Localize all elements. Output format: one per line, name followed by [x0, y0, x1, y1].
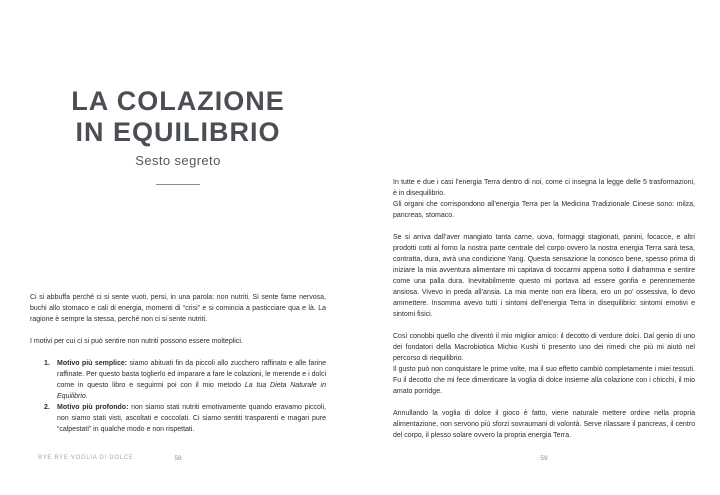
paragraph: In tutte e due i casi l’energia Terra dentro di noi, come ci insegna la legge delle 5 trasformazioni, è in disequilibrio.: [393, 179, 695, 197]
list-item-number: 2.: [44, 404, 50, 411]
paragraph-group: [393, 408, 695, 441]
paragraph: Così conobbi quello che diventò il mio miglior amico: il decotto di verdure dolci. Dal genio di uno dei fondatori della Macrobiotica Michio Kushi ti presento uno dei rimedi che più mi aiutò nel percorso di riequilibrio.: [393, 333, 695, 362]
list-item-lead: Motivo più semplice:: [57, 360, 128, 367]
paragraph: Annullando la voglia di dolce il gioco è fatto, viene naturale mettere ordine nella propria alimentazione, non servono più sforzi sovraumani di volontà. Serve rilassare il pancreas, il centro del corpo, il plesso solare ovvero la propria energia Terra.: [393, 410, 695, 439]
paragraph: Il gusto può non conquistare le prime volte, ma il suo effetto cambiò completamente i miei tessuti. Fu il decotto che mi fece dimenticare la voglia di dolce insieme alla colazione con i chicchi, il mio amato porridge.: [393, 366, 695, 395]
chapter-title: [30, 86, 326, 148]
motives-list: [30, 358, 326, 435]
list-item: [30, 402, 326, 435]
left-page-body: [30, 292, 326, 435]
list-item: [30, 358, 326, 402]
running-footer-book-title: BYE BYE VOGLIA DI DOLCE: [38, 455, 134, 461]
list-item-text: siamo abituati fin da piccoli allo zucchero raffinato e alle farine raffinate. Per questo basta toglierlo ed imparare a fare le colazioni, le merende e i dolci come in questo libro e seguirmi poi con il mio metodo: [57, 360, 326, 389]
paragraph: I motivi per cui ci si può sentire non nutriti possono essere molteplici.: [30, 338, 243, 345]
list-item-tail: .: [85, 393, 88, 400]
page-number-right: 59: [540, 455, 548, 462]
list-item-lead: Motivo più profondo:: [57, 404, 129, 411]
list-item-text: non siamo stati nutriti emotivamente quando eravamo piccoli, non siamo stati visti, ascoltati e coccolati. Ci siamo sentiti trasparenti e magari pure “calpestati” in qualche modo e non rispettati.: [57, 404, 326, 433]
paragraph-group: [393, 177, 695, 221]
left-page: [30, 0, 326, 495]
list-item-italic: La tua Dieta Naturale in Equilibrio: [57, 382, 326, 400]
paragraph-group: [393, 331, 695, 397]
right-page: [393, 0, 695, 495]
list-item-number: 1.: [44, 360, 50, 367]
chapter-title-line2: IN EQUILIBRIO: [75, 117, 281, 147]
right-page-body: [393, 177, 695, 441]
chapter-subtitle: Sesto segreto: [135, 153, 221, 168]
subtitle-divider: [156, 184, 200, 185]
page-number-left: 58: [174, 455, 182, 462]
paragraph-group: [393, 232, 695, 320]
paragraph: Se si arriva dall’aver mangiato tanta carne, uova, formaggi stagionati, panini, focacce, e altri prodotti cotti al forno la nostra parte centrale del corpo ovvero la nostra energia Terra sarà tesa, contratta, dura, avrà una condizione Yang. Questa sensazione la conosco bene, spesso prima di iniziare la mia avventura alimentare mi capitava di toccarmi appena sotto il diaframma e sentire come una palla dura. Inevitabilmente questo mi portava ad essere gonfia e perennemente ansiosa. Vivevo in preda all’ansia. La mia mente non era libera, ero un po’ ossessiva, lo devo ammettere. Insomma avevo tutti i sintomi dell’energia Terra in disequilibrio: sintomi emotivi e sintomi fisici.: [393, 234, 695, 318]
chapter-title-line1: LA COLAZIONE: [71, 86, 285, 116]
paragraph: Gli organi che corrispondono all’energia Terra per la Medicina Tradizionale Cinese sono: milza, pancreas, stomaco.: [393, 201, 695, 219]
paragraph: Ci si abbuffa perché ci si sente vuoti, persi, in una parola: non nutriti. Si sente fame nervosa, buchi allo stomaco e cali di energia, momenti di “crisi” e si comincia a pasticciare qua e là. La ragione è sempre la stessa, perché non ci si sente nutriti.: [30, 294, 326, 323]
